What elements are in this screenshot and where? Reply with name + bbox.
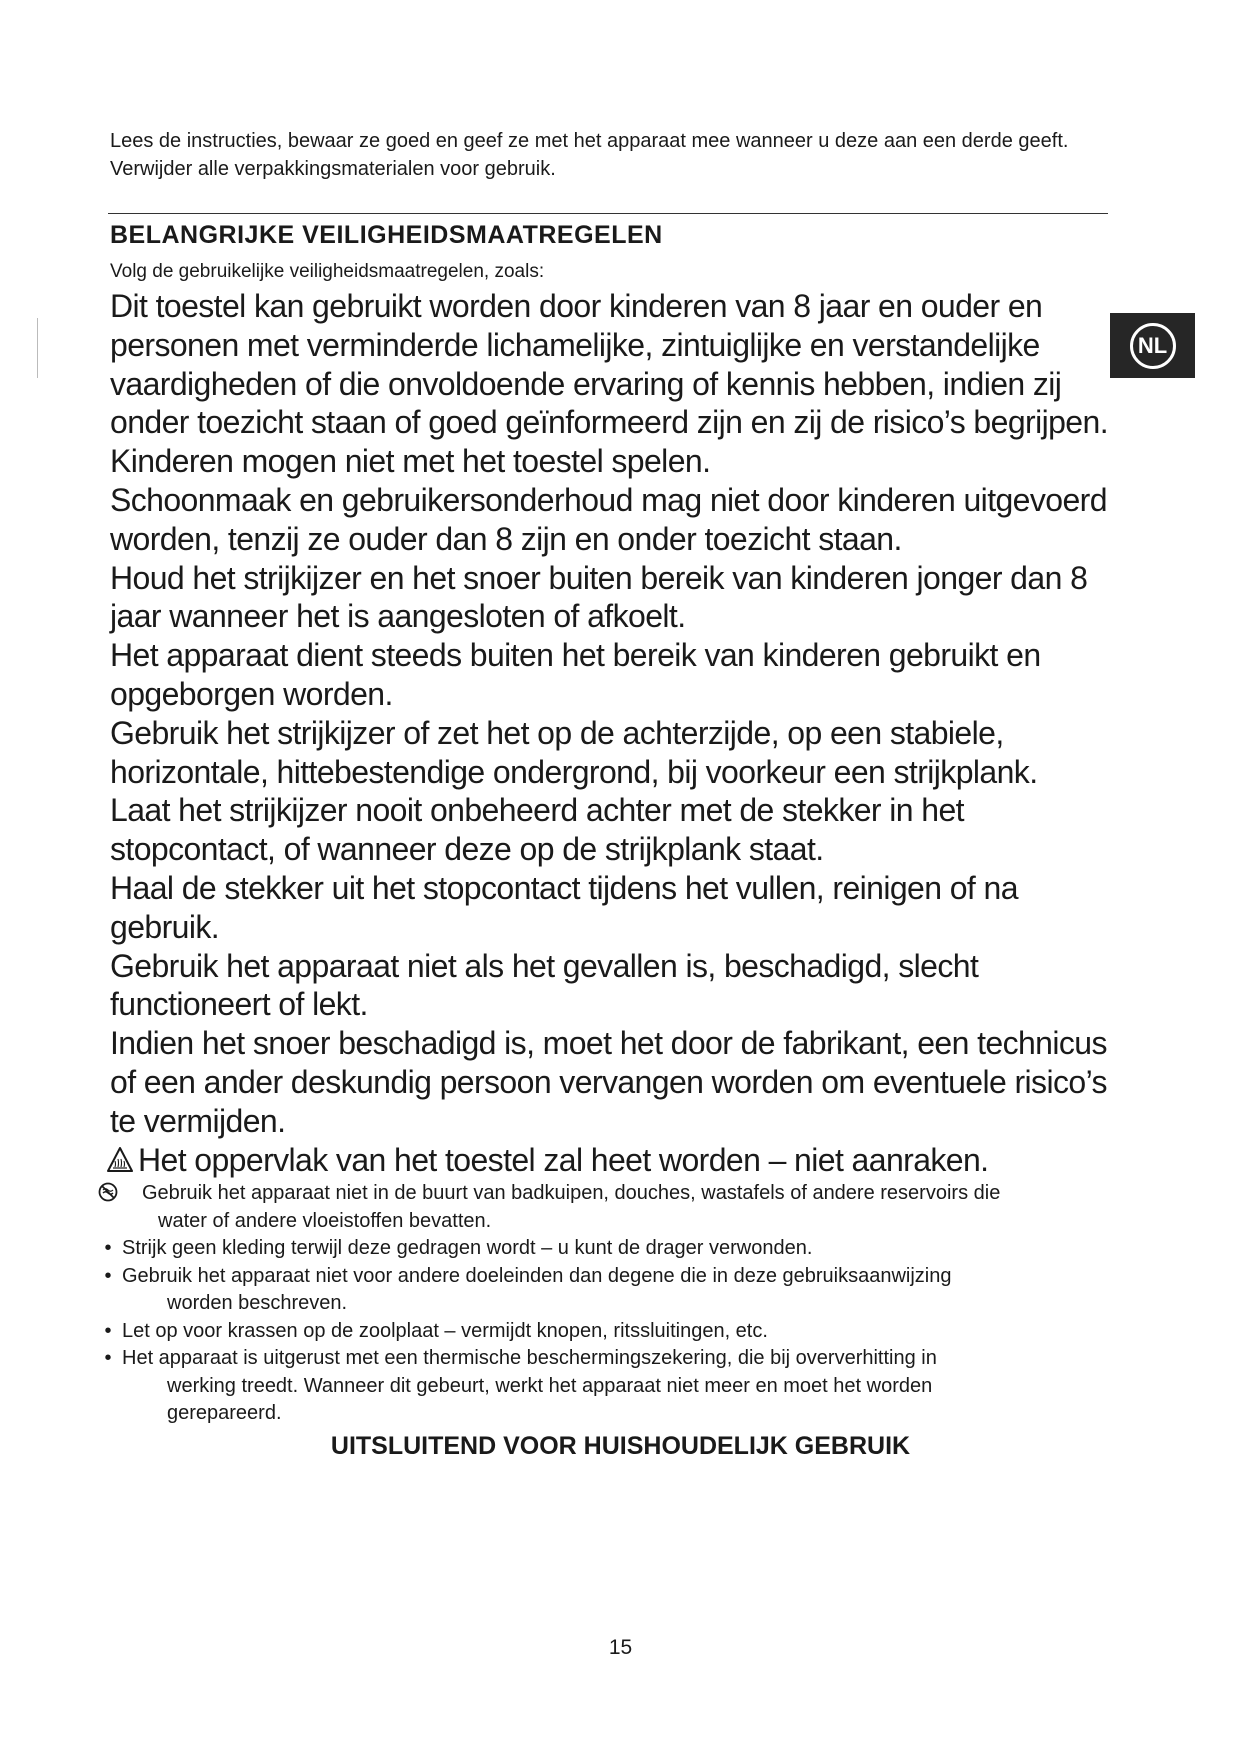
- safety-paragraphs: [110, 287, 1120, 1179]
- language-tab-label: NL: [1130, 323, 1176, 369]
- bullet-icon: •: [104, 1237, 112, 1259]
- safety-paragraph: Gebruik het apparaat niet als het gevallen is, beschadigd, slecht functioneert of lekt.: [110, 947, 979, 1023]
- safety-paragraph: Haal de stekker uit het stopcontact tijdens het vullen, reinigen of na gebruik.: [110, 869, 1018, 945]
- list-item: [94, 1318, 1094, 1346]
- safety-paragraph: Dit toestel kan gebruikt worden door kinderen van 8 jaar en ouder en personen met verminderde lichamelijke, zintuiglijke en verstandelijke vaardigheden of die onvoldoende ervaring of kennis hebben, indien zij onder toezicht staan of goed geïnformeerd zijn en zij de risico’s begrijpen.: [110, 288, 1108, 441]
- list-item-line: Strijk geen kleding terwijl deze gedragen wordt – u kunt de drager verwonden.: [122, 1237, 813, 1259]
- bullet-icon: •: [104, 1264, 112, 1287]
- page-number: 15: [608, 1636, 633, 1659]
- list-item-line: worden beschreven.: [167, 1292, 348, 1314]
- list-item-line: Gebruik het apparaat niet in de buurt van badkuipen, douches, wastafels of andere reservoirs die: [142, 1182, 1001, 1204]
- heading-rule: [108, 213, 1108, 214]
- safety-paragraph: Het apparaat dient steeds buiten het bereik van kinderen gebruikt en opgeborgen worden.: [110, 637, 1041, 712]
- language-tab: [1110, 313, 1195, 378]
- list-item: [94, 1180, 1094, 1235]
- list-item-line: water of andere vloeistoffen bevatten.: [158, 1209, 492, 1232]
- hot-surface-warning-icon: [106, 1146, 134, 1174]
- section-subheading: Volg de gebruikelijke veiligheidsmaatregelen, zoals:: [110, 261, 545, 282]
- list-item-line: Gebruik het apparaat niet voor andere doeleinden dan degene die in deze gebruiksaanwijzing: [122, 1264, 952, 1287]
- safety-paragraph: Houd het strijkijzer en het snoer buiten bereik van kinderen jonger dan 8 jaar wanneer het is aangesloten of afkoelt.: [110, 559, 1088, 635]
- secondary-warnings: [94, 1180, 1094, 1428]
- safety-paragraph: Kinderen mogen niet met het toestel spelen.: [110, 443, 711, 480]
- list-item-line: Let op voor krassen op de zoolplaat – vermijdt knopen, ritssluitingen, etc.: [122, 1319, 768, 1342]
- list-item-line: werking treedt. Wanneer dit gebeurt, werkt het apparaat niet meer en moet het worden: [167, 1374, 933, 1397]
- hot-surface-warning-text: Het oppervlak van het toestel zal heet worden – niet aanraken.: [138, 1141, 989, 1178]
- hot-surface-warning: [110, 1141, 1120, 1180]
- safety-paragraph: Schoonmaak en gebruikersonderhoud mag niet door kinderen uitgevoerd worden, tenzij ze ouder dan 8 zijn en onder toezicht staan.: [110, 481, 1107, 557]
- household-use-note: UITSLUITEND VOOR HUISHOUDELIJK GEBRUIK: [330, 1432, 911, 1460]
- bullet-icon: •: [104, 1319, 112, 1342]
- no-water-icon: [98, 1182, 118, 1202]
- safety-paragraph: Indien het snoer beschadigd is, moet het door de fabrikant, een technicus of een ander deskundig persoon vervangen worden om eventuele risico’s te vermijden.: [110, 1025, 1107, 1139]
- intro-text: Lees de instructies, bewaar ze goed en geef ze met het apparaat mee wanneer u deze aan een derde geeft. Verwijder alle verpakkingsmaterialen voor gebruik.: [110, 130, 1069, 180]
- list-item: [94, 1263, 1094, 1318]
- bullet-icon: •: [104, 1347, 112, 1369]
- safety-paragraph: Laat het strijkijzer nooit onbeheerd achter met de stekker in het stopcontact, of wanneer deze op de strijkplank staat.: [110, 792, 964, 868]
- list-item: [94, 1345, 1094, 1428]
- margin-mark: [37, 318, 38, 378]
- safety-paragraph: Gebruik het strijkijzer of zet het op de achterzijde, op een stabiele, horizontale, hittebestendige ondergrond, bij voorkeur een strijkplank.: [110, 714, 1038, 790]
- list-item: [94, 1235, 1094, 1263]
- list-item-line: Het apparaat is uitgerust met een thermische beschermingszekering, die bij oververhitting in: [122, 1347, 937, 1369]
- list-item-line: gerepareerd.: [167, 1402, 282, 1424]
- section-heading: BELANGRIJKE VEILIGHEIDSMAATREGELEN: [110, 221, 663, 249]
